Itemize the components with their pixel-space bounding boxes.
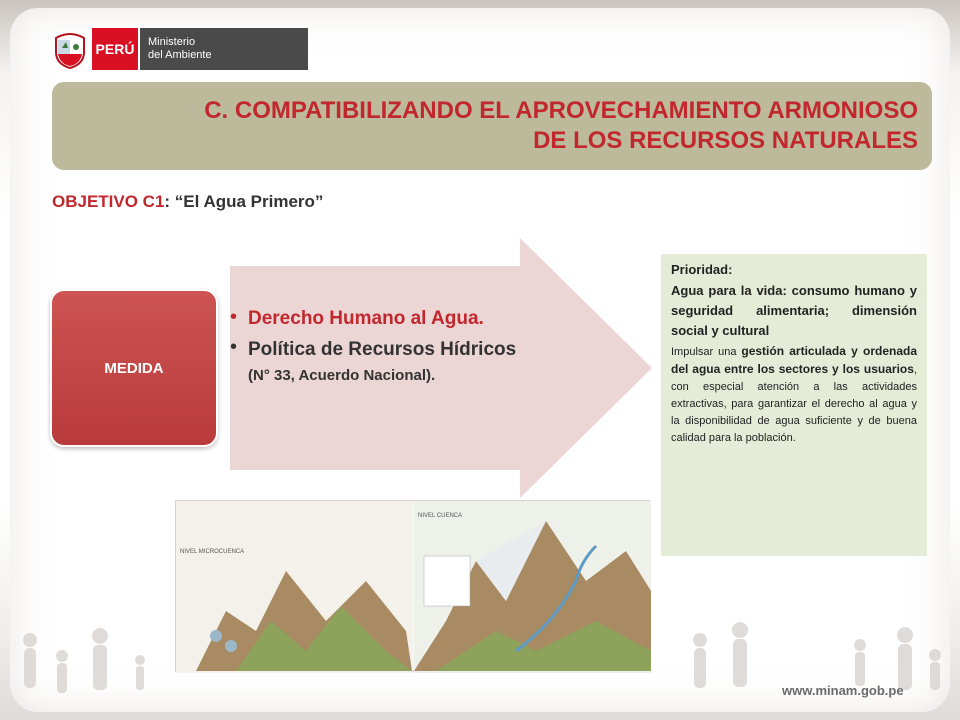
peru-crest-icon [50, 28, 90, 70]
title-banner [52, 82, 932, 170]
slide-title-line2: DE LOS RECURSOS NATURALES [533, 127, 918, 154]
basin-title: NIVEL CUENCA [418, 513, 463, 519]
priority-body-part1: Impulsar una [671, 346, 742, 358]
slide-title [98, 96, 918, 156]
measure-item-2-note: (N° 33, Acuerdo Nacional). [248, 367, 436, 384]
watershed-illustration [175, 500, 650, 672]
priority-body-bold: gestión articulada y ordenada del agua entre los sectores y los usuarios [671, 344, 917, 376]
measure-item-human-right [230, 308, 530, 330]
priority-body-text [671, 343, 917, 447]
measure-list [230, 308, 530, 396]
priority-heading: Prioridad: [671, 262, 733, 277]
microbasin-title: NIVEL MICROCUENCA [180, 549, 245, 555]
peru-label: PERÚ [92, 28, 138, 70]
ministry-line1: Ministerio [148, 36, 196, 48]
measure-item-1-text: Derecho Humano al Agua. [248, 308, 484, 329]
watershed-graphic [176, 501, 651, 673]
ministry-label [140, 28, 308, 70]
priority-main-text: Agua para la vida: consumo humano y seguridad alimentaria; dimensión social y cultural [671, 283, 917, 338]
objective-label: OBJETIVO C1 [52, 192, 165, 211]
measure-item-2-text: Política de Recursos Hídricos [248, 339, 517, 360]
measure-item-water-policy [230, 338, 530, 388]
minam-logo [50, 28, 308, 70]
slide-title-line1: C. COMPATIBILIZANDO EL APROVECHAMIENTO ARMONIOSO [204, 97, 918, 124]
priority-body-part2: , con especial atención a las actividades extractivas, para garantizar el derecho al agua y la disponibilidad de agua suficiente y de buena calidad para la población. [671, 364, 917, 444]
footer-url[interactable]: www.minam.gob.pe [782, 683, 904, 698]
objective-heading [52, 192, 323, 212]
priority-panel [661, 254, 927, 556]
measure-box: MEDIDA [50, 289, 218, 447]
ministry-line2: del Ambiente [148, 49, 212, 61]
objective-text: : “El Agua Primero” [164, 192, 324, 211]
